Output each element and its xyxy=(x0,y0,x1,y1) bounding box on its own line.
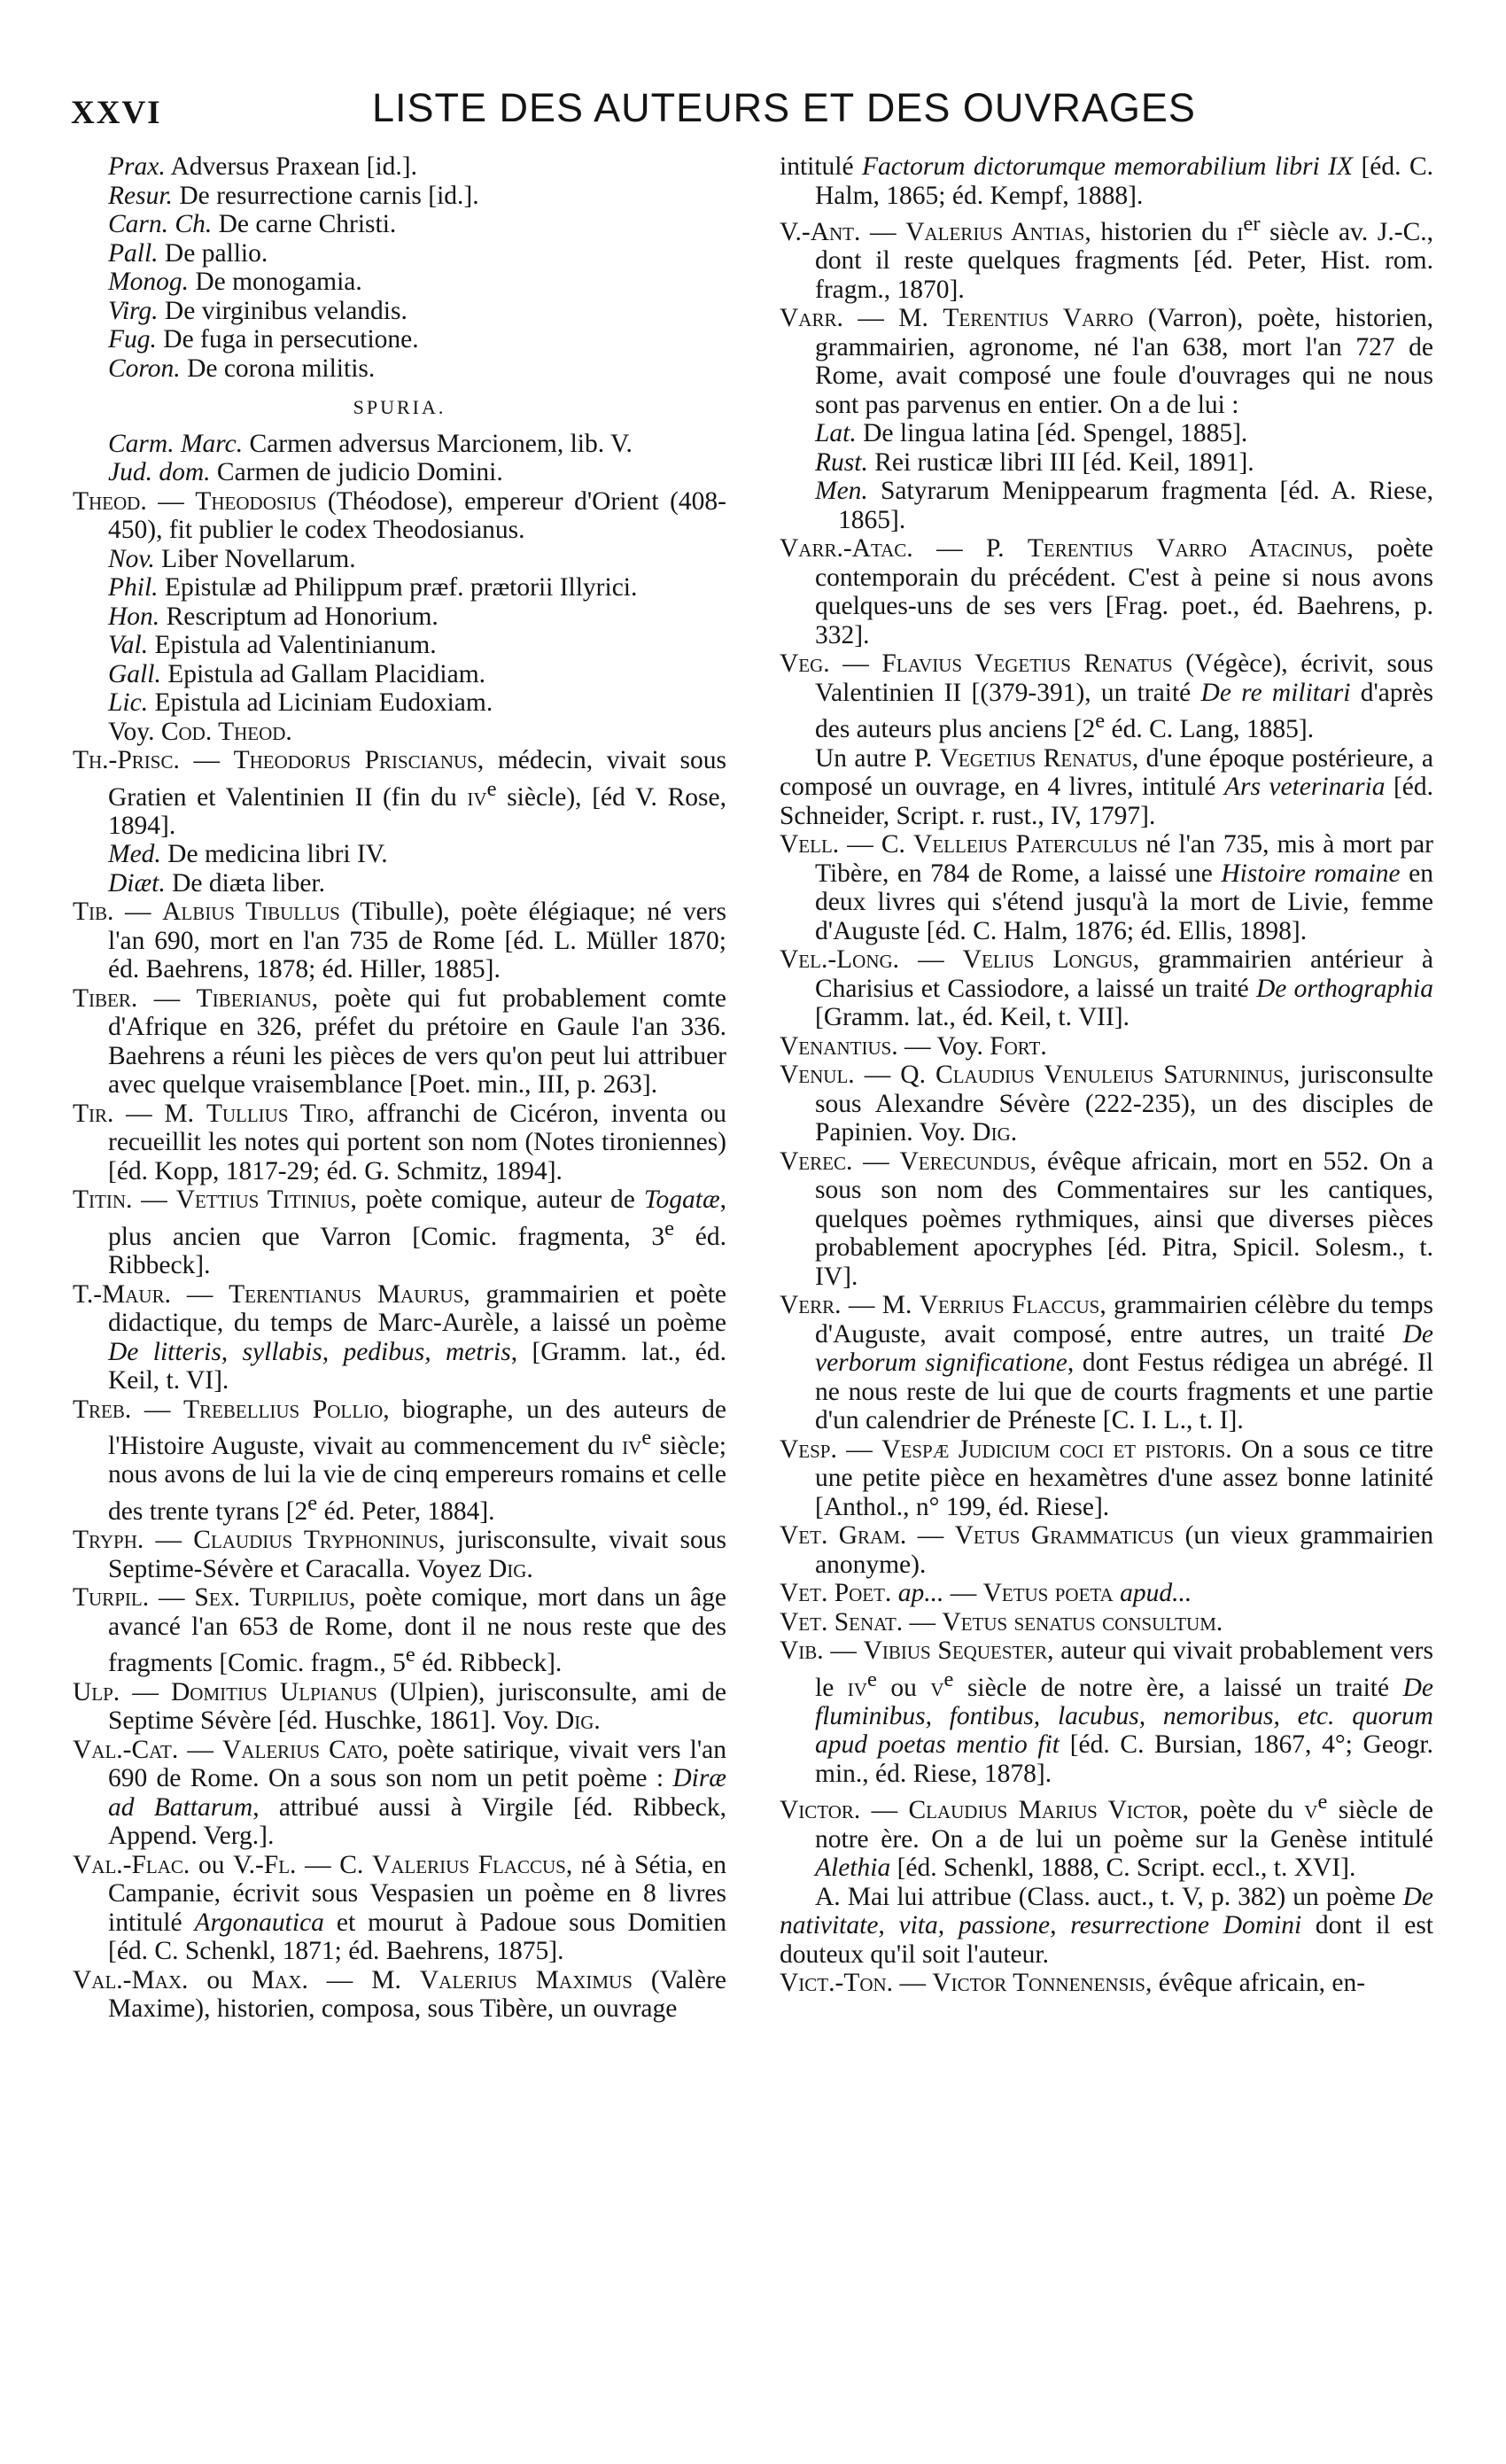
right-paragraph: Un autre P. Vegetius Renatus, d'une époque postérieure, a composé un ouvrage, en 4 livres, intitulé Ars veterinaria [éd. Schneider, Script. r. rust., IV, 1797]. xyxy=(780,743,1433,830)
spuria-item: Jud. dom. Carmen de judicio Domini. xyxy=(108,458,503,486)
right-subentry: Lat. De lingua latina [éd. Spengel, 1885]. xyxy=(815,419,1248,448)
page-number: XXVI xyxy=(71,95,162,131)
left-entry: Treb. — Trebellius Pollio, biographe, un des auteurs de l'Histoire Auguste, vivait au commencement du $iv^e$ siècle; nous avons de lui la vie de cinq empereurs romains et celle des trente tyrans [2e éd. Peter, 1884]. xyxy=(73,1395,727,1526)
left-column xyxy=(73,152,726,2024)
right-paragraph: A. Mai lui attribue (Class. auct., t. V, p. 382) un poème De nativitate, vita, passione, resurrectione Domini dont il est douteux qu'il soit l'auteur. xyxy=(780,1882,1434,1969)
left-subentry: Lic. Epistula ad Liciniam Eudoxiam. xyxy=(108,688,493,717)
right-subentry: Rust. Rei rusticæ libri III [éd. Keil, 1891]. xyxy=(815,447,1254,477)
right-entry: Vict.-Ton. — Victor Tonnenensis, évêque africain, en- xyxy=(780,1969,1366,1998)
right-entry: Vet. Senat. — Vetus senatus consultum. xyxy=(780,1607,1223,1636)
left-work-item: Resur. De resurrectione carnis [id.]. xyxy=(108,181,479,210)
right-entry: Varr.-Atac. — P. Terentius Varro Atacinus, poète contemporain du précédent. C'est à peine si nous avons quelques-uns de ses vers [Frag. poet., éd. Baehrens, p. 332]. xyxy=(780,534,1434,649)
left-work-item: Monog. De monogamia. xyxy=(108,268,362,296)
left-subentry: Phil. Epistulæ ad Philippum præf. prætorii Illyrici. xyxy=(108,573,638,602)
left-entry: Tir. — M. Tullius Tiro, affranchi de Cicéron, inventa ou recueillit les notes qui portent son nom (Notes tironiennes) [éd. Kopp, 1817-29; éd. G. Schmitz, 1894]. xyxy=(73,1099,726,1185)
left-work-item: Prax. Adversus Praxean [id.]. xyxy=(108,152,418,181)
left-entry: Tryph. — Claudius Tryphoninus, jurisconsulte, vivait sous Septime-Sévère et Caracalla. Voyez Dig. xyxy=(73,1526,726,1583)
right-entry: Vesp. — Vespæ Judicium coci et pistoris. On a sous ce titre une petite pièce en hexamètres d'une assez bonne latinité [Anthol., n° 199, éd. Riese]. xyxy=(780,1434,1434,1521)
right-entry: Verec. — Verecundus, évêque africain, mort en 552. On a sous son nom des Commentaires sur les cantiques, quelques poèmes rythmiques, ainsi que diverses pièces probablement apocryphes [éd. Pitra, Spicil. Solesm., t. IV]. xyxy=(780,1146,1434,1291)
right-entry: Vet. Gram. — Vetus Grammaticus (un vieux grammairien anonyme). xyxy=(780,1521,1434,1579)
left-subentry: Hon. Rescriptum ad Honorium. xyxy=(108,602,439,631)
left-entry: Val.-Cat. — Valerius Cato, poète satirique, vivait vers l'an 690 de Rome. On a sous son nom un petit poème : Diræ ad Battarum, attribué aussi à Virgile [éd. Ribbeck, Append. Verg.]. xyxy=(73,1735,727,1851)
left-entry: Ulp. — Domitius Ulpianus (Ulpien), jurisconsulte, ami de Septime Sévère [éd. Huschke, 1861]. Voy. Dig. xyxy=(73,1677,727,1736)
right-column xyxy=(780,152,1433,1998)
right-entry: Vet. Poet. ap... — Vetus poeta apud... xyxy=(780,1579,1192,1608)
right-entry: Veg. — Flavius Vegetius Renatus (Végèce), écrivit, sous Valentinien II [(379-391), un traité De re militari d'après des auteurs plus anciens [2e éd. C. Lang, 1885]. xyxy=(780,649,1434,744)
left-subentry: Nov. Liber Novellarum. xyxy=(108,544,356,573)
left-entry: Turpil. — Sex. Turpilius, poète comique, mort dans un âge avancé l'an 653 de Rome, dont il ne nous reste que des fragments [Comic. fragm., 5e éd. Ribbeck]. xyxy=(73,1583,726,1678)
right-entry-continued: intitulé Factorum dictorumque memorabilium libri IX [éd. C. Halm, 1865; éd. Kempf, 1888]. xyxy=(780,152,1434,210)
left-entry: Theod. — Theodosius (Théodose), empereur d'Orient (408-450), fit publier le codex Theodosianus. xyxy=(73,486,726,544)
left-work-item: Virg. De virginibus velandis. xyxy=(108,296,408,325)
right-entry: Vel.-Long. — Velius Longus, grammairien antérieur à Charisius et Cassiodore, a laissé un traité De orthographia [Gramm. lat., éd. Keil, t. VII]. xyxy=(780,945,1434,1032)
right-entry: Venantius. — Voy. Fort. xyxy=(780,1031,1047,1061)
right-entry: Vib. — Vibius Sequester, auteur qui vivait probablement vers le $iv^e$ ou $v^e$ siècle de notre ère, a laissé un traité De fluminibus, fontibus, lacubus, nemoribus, etc. quorum apud poetas mentio fit [éd. C. Bursian, 1867, 4°; Geogr. min., éd. Riese, 1878]. xyxy=(780,1636,1434,1788)
left-work-item: Pall. De pallio. xyxy=(108,238,268,268)
right-subentry: Men. Satyrarum Menippearum fragmenta [éd. A. Riese, 1865]. xyxy=(815,477,1433,534)
left-subentry: Med. De medicina libri IV. xyxy=(108,840,388,869)
left-subentry: Voy. Cod. Theod. xyxy=(108,717,292,746)
right-entry: V.-Ant. — Valerius Antias, historien du $i^{er}$ siècle av. J.-C., dont il reste quelques fragments [éd. Peter, Hist. rom. fragm., 1870]. xyxy=(780,212,1434,304)
left-entry: Titin. — Vettius Titinius, poète comique, auteur de Togatæ, plus ancien que Varron [Comic. fragmenta, 3e éd. Ribbeck]. xyxy=(73,1185,727,1280)
left-entry: Val.-Max. ou Max. — M. Valerius Maximus (Valère Maxime), historien, composa, sous Tibère, un ouvrage xyxy=(73,1965,727,2024)
right-entry: Verr. — M. Verrius Flaccus, grammairien célèbre du temps d'Auguste, avait composé, entre autres, un traité De verborum significatione, dont Festus rédigea un abrégé. Il ne nous reste de lui que de courts fragments et une partie d'un calendrier de Préneste [C. I. L., t. I]. xyxy=(780,1291,1434,1435)
left-entry: T.-Maur. — Terentianus Maurus, grammairien et poète didactique, du temps de Marc-Aurèle, a laissé un poème De litteris, syllabis, pedibus, metris, [Gramm. lat., éd. Keil, t. VI]. xyxy=(73,1279,727,1395)
right-entry: Vell. — C. Velleius Paterculus né l'an 735, mis à mort par Tibère, en 784 de Rome, a laissé une Histoire romaine en deux livres qui s'étend jusqu'à la mort de Livie, femme d'Auguste [éd. C. Halm, 1876; éd. Ellis, 1898]. xyxy=(780,830,1433,945)
page-title: LISTE DES AUTEURS ET DES OUVRAGES xyxy=(372,85,1196,130)
left-entry: Tiber. — Tiberianus, poète qui fut probablement comte d'Afrique en 326, préfet du prétoire en Gaule l'an 336. Baehrens a réuni les pièces de vers qu'on peut lui attribuer avec quelque vraisemblance [Poet. min., III, p. 263]. xyxy=(73,983,727,1100)
left-entry: Th.-Prisc. — Theodorus Priscianus, médecin, vivait sous Gratien et Valentinien II (fin du $iv^e$ siècle), [éd V. Rose, 1894]. xyxy=(73,746,727,840)
left-work-item: Carn. Ch. De carne Christi. xyxy=(108,210,397,238)
left-entry: Val.-Flac. ou V.-Fl. — C. Valerius Flaccus, né à Sétia, en Campanie, écrivit sous Vespasien un poème en 8 livres intitulé Argonautica et mourut à Padoue sous Domitien [éd. C. Schenkl, 1871; éd. Baehrens, 1875]. xyxy=(73,1850,726,1966)
page-header xyxy=(71,85,1435,138)
left-subentry: Val. Epistula ad Valentinianum. xyxy=(108,631,437,659)
spuria-heading: SPURIA. xyxy=(353,396,446,418)
right-entry: Venul. — Q. Claudius Venuleius Saturninus, jurisconsulte sous Alexandre Sévère (222-235), un des disciples de Papinien. Voy. Dig. xyxy=(780,1061,1433,1147)
left-subentry: Gall. Epistula ad Gallam Placidiam. xyxy=(108,659,486,688)
spuria-item: Carm. Marc. Carmen adversus Marcionem, lib. V. xyxy=(108,429,633,458)
right-entry: Varr. — M. Terentius Varro (Varron), poète, historien, grammairien, agronome, né l'an 638, mort l'an 727 de Rome, avait composé une foule d'ouvrages qui ne nous sont pas parvenus en entier. On a de lui : xyxy=(780,304,1433,419)
right-entry: Victor. — Claudius Marius Victor, poète du $v^e$ siècle de notre ère. On a de lui un poème sur la Genèse intitulé Alethia [éd. Schenkl, 1888, C. Script. eccl., t. XVI]. xyxy=(780,1790,1434,1883)
left-subentry: Diæt. De diæta liber. xyxy=(108,868,325,898)
left-work-item: Coron. De corona militis. xyxy=(108,354,376,383)
left-work-item: Fug. De fuga in persecutione. xyxy=(108,325,419,354)
left-entry: Tib. — Albius Tibullus (Tibulle), poète élégiaque; né vers l'an 690, mort en l'an 735 de Rome [éd. L. Müller 1870; éd. Baehrens, 1878; éd. Hiller, 1885]. xyxy=(73,898,726,984)
